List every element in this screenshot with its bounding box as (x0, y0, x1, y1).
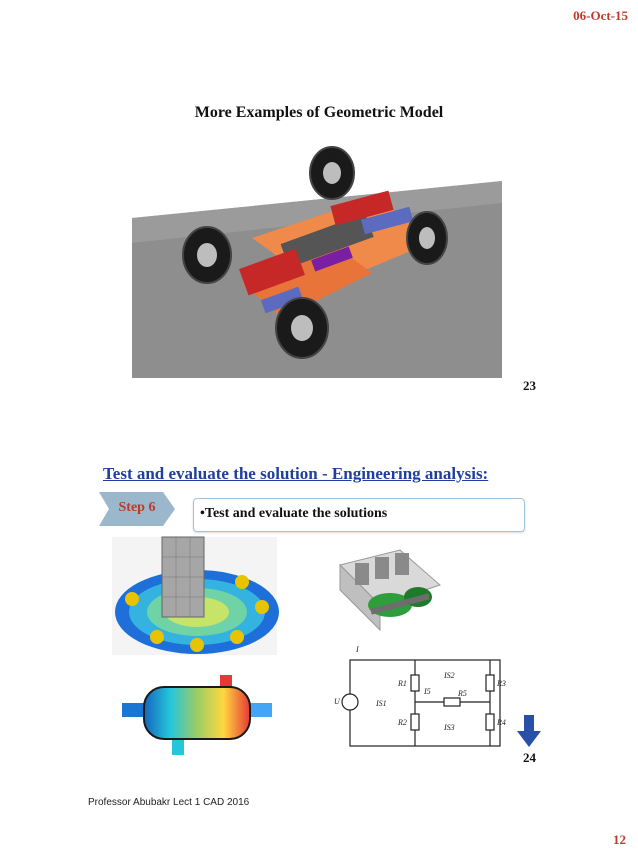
circuit-label-is2: IS2 (444, 671, 455, 680)
circuit-label-r4: R4 (497, 718, 506, 727)
circuit-label-r2: R2 (398, 718, 407, 727)
circuit-label-is3: IS3 (444, 723, 455, 732)
rc-car-chassis-3d-model-icon (132, 143, 502, 378)
heat-exchanger-temperature-plot-icon (122, 675, 272, 755)
header-date: 06-Oct-15 (573, 8, 628, 23)
circuit-label-i: I (356, 645, 359, 654)
finite-element-stress-plot-icon (112, 537, 277, 655)
circuit-label-r1: R1 (398, 679, 407, 688)
footer-text: Professor Abubakr Lect 1 CAD 2016 (88, 797, 250, 808)
circuit-label-r5: R5 (458, 689, 467, 698)
slide-number: 24 (523, 750, 536, 765)
bullet-text: •Test and evaluate the solutions (200, 506, 388, 521)
arrow-down-icon (517, 715, 541, 747)
circuit-label-u: U (334, 697, 340, 706)
slide-number: 23 (523, 378, 536, 393)
slide-title: Test and evaluate the solution - Engineering analysis: (103, 464, 489, 483)
circuit-label-r3: R3 (497, 679, 506, 688)
page-number: 12 (613, 832, 626, 847)
slide-title: More Examples of Geometric Model (194, 104, 444, 121)
circuit-label-is1: IS1 (376, 699, 387, 708)
engine-crankshaft-model-icon (330, 545, 450, 635)
electrical-circuit-diagram-icon (334, 640, 510, 750)
circuit-label-i5: I5 (424, 687, 431, 696)
step-label: Step 6 (118, 500, 156, 515)
